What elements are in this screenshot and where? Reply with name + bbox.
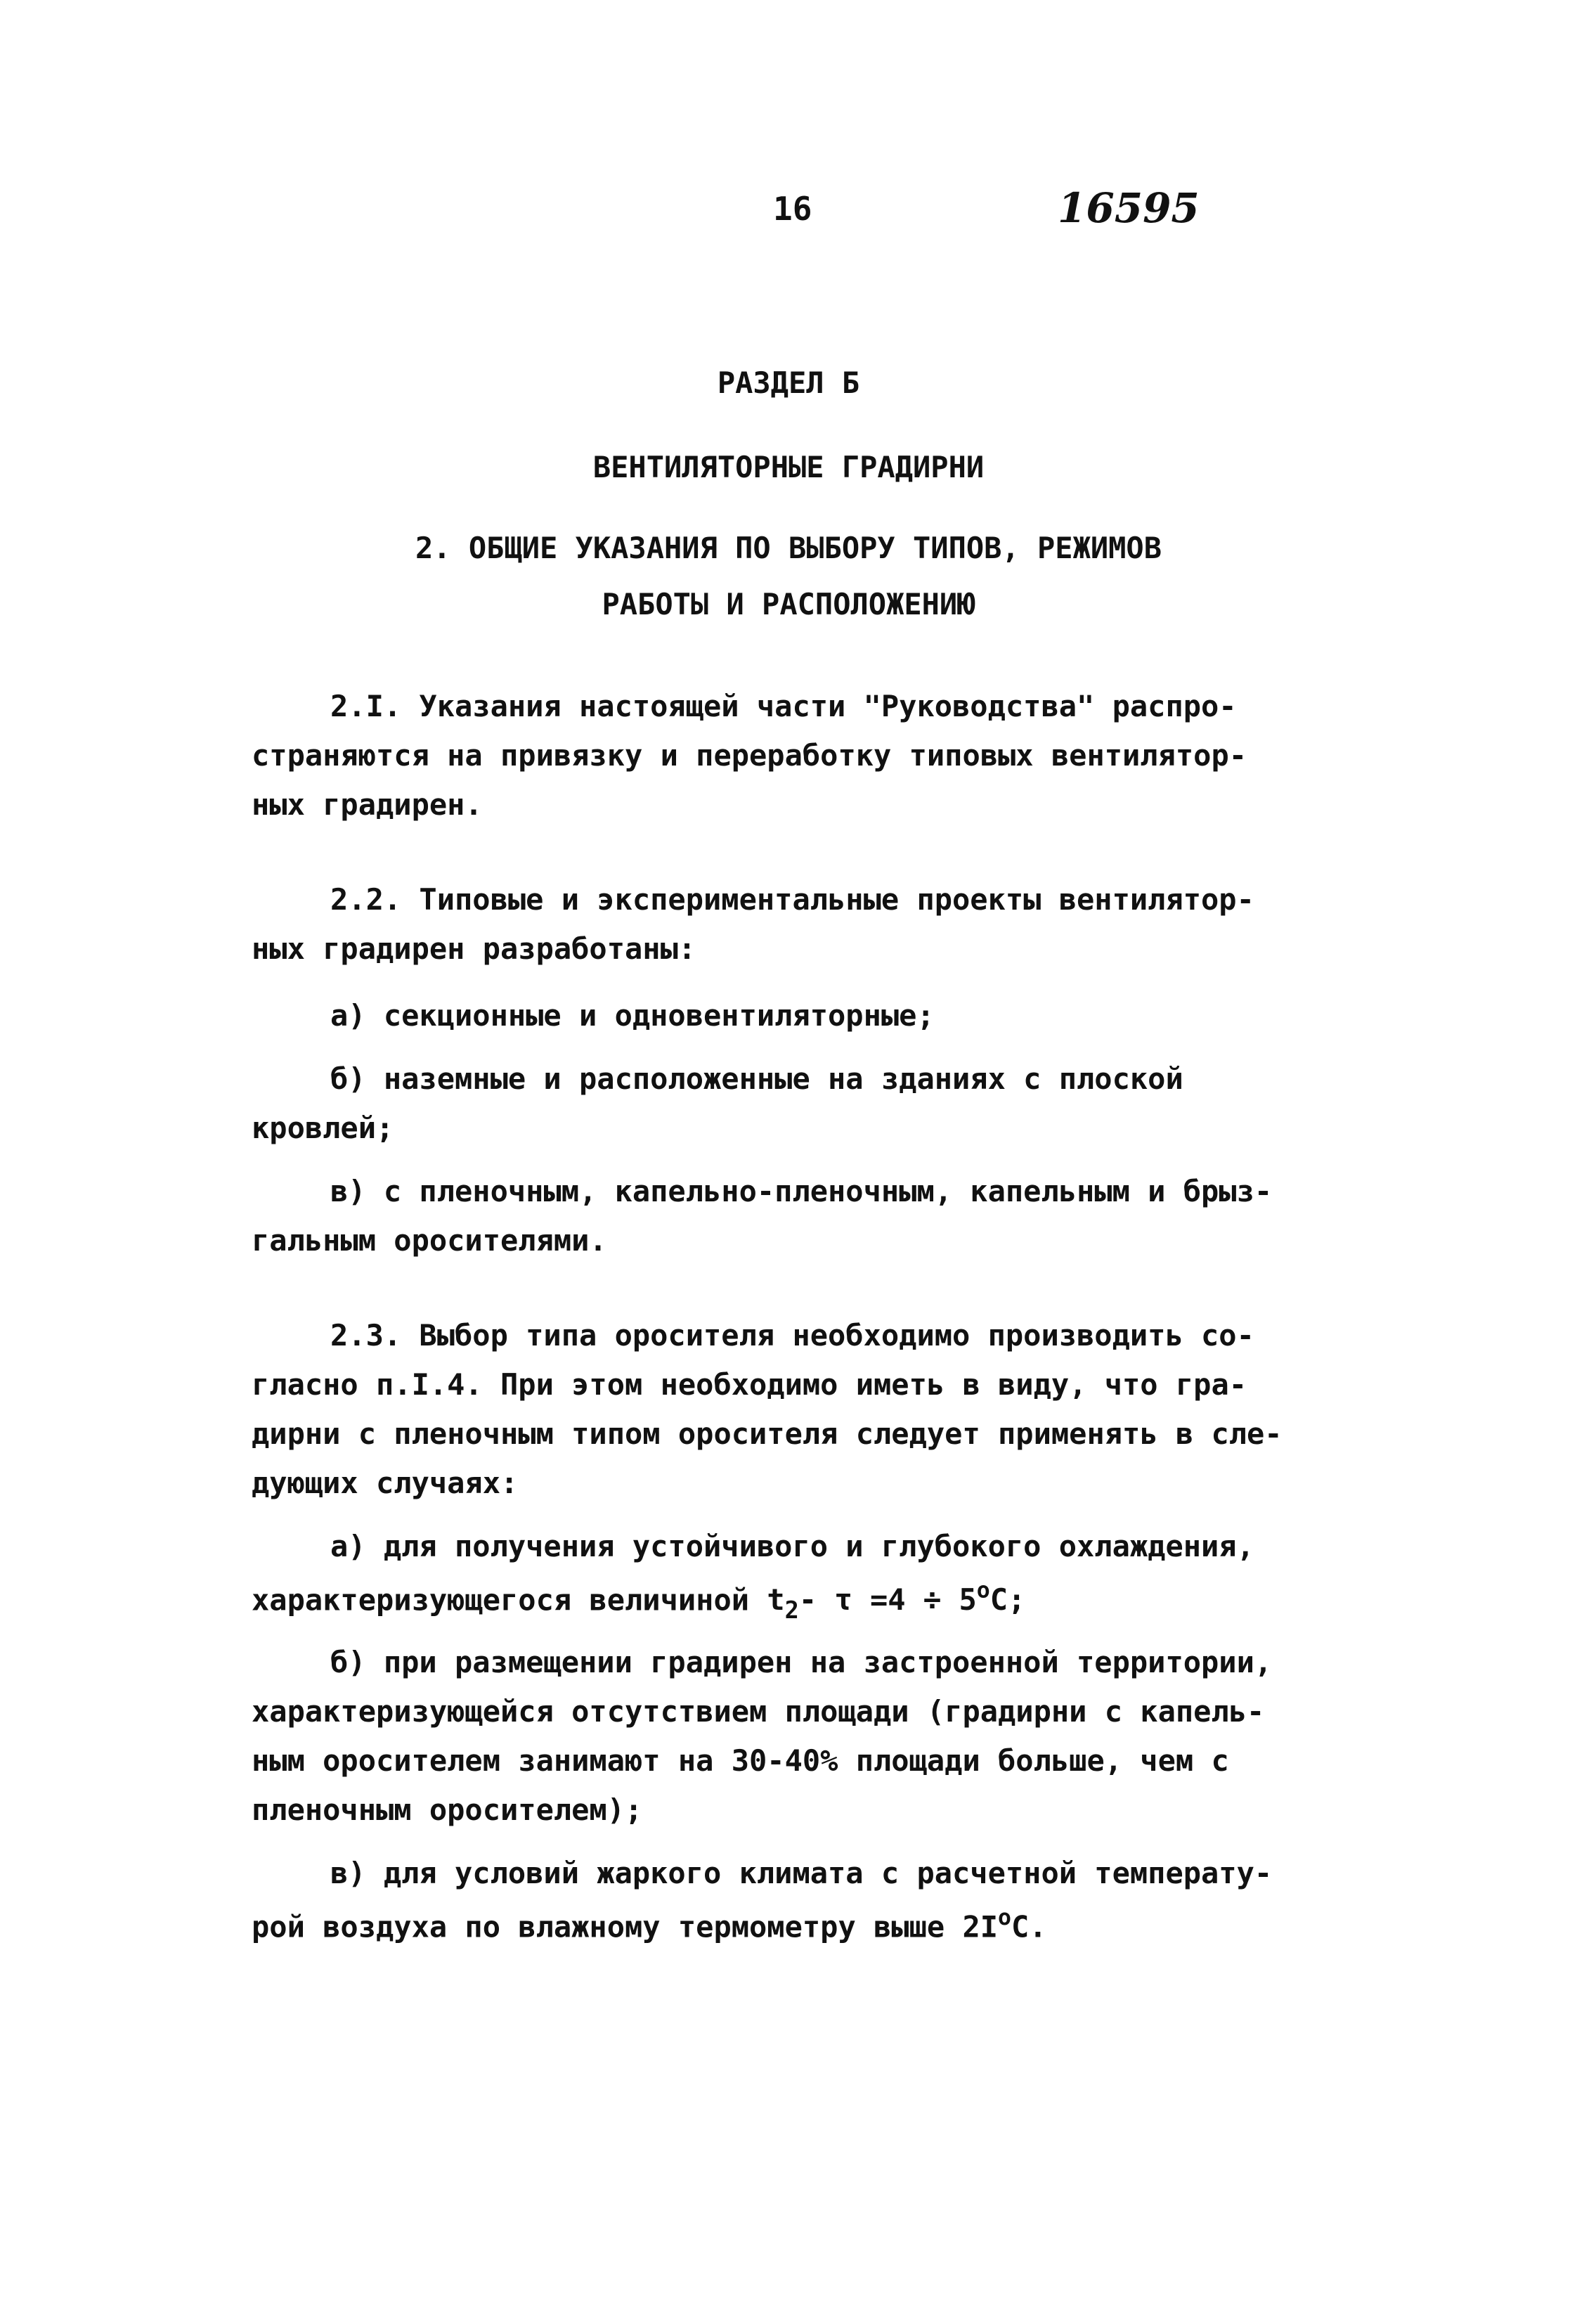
case-b-line-3: ным оросителем занимают на 30-40% площади больше, чем с: [252, 1743, 1229, 1778]
list-item-a: а) секционные и одновентиляторные;: [330, 998, 935, 1033]
paragraph-2-1-line-1: 2.I. Указания настоящей части "Руководства" распро-: [330, 689, 1237, 723]
case-a-line-2: [252, 1578, 1025, 1624]
paragraph-2-3-line-1: 2.3. Выбор типа оросителя необходимо производить со-: [330, 1318, 1254, 1353]
paragraph-2-1-line-3: ных градирен.: [252, 787, 483, 822]
formula: [767, 1578, 1026, 1625]
unit-celsius: C.: [1011, 1909, 1047, 1944]
handwritten-doc-code: 16595: [1058, 184, 1200, 232]
case-a-text: характеризующегося величиной: [252, 1582, 750, 1618]
section-heading: РАЗДЕЛ Б: [717, 366, 860, 400]
formula-minus: -: [798, 1582, 817, 1618]
list-item-b-line-1: б) наземные и расположенные на зданиях с плоской: [330, 1061, 1183, 1096]
paragraph-2-3-line-3: дирни с пленочным типом оросителя следует применять в сле-: [252, 1416, 1283, 1451]
paragraph-2-1-line-2: страняются на привязку и переработку типовых вентилятор-: [252, 738, 1247, 773]
case-c-line-1: в) для условий жаркого климата с расчетной температу-: [330, 1856, 1273, 1890]
page-number: 16: [773, 190, 812, 228]
case-b-line-2: характеризующейся отсутствием площади (градирни с капель-: [252, 1694, 1265, 1729]
case-c-text: рой воздуха по влажному термометру выше 2I: [252, 1909, 999, 1944]
paragraph-2-3-line-4: дующих случаях:: [252, 1466, 519, 1500]
degree-sign: o: [976, 1578, 990, 1603]
case-b-line-4: пленочным оросителем);: [252, 1793, 643, 1827]
case-c-line-2: [252, 1905, 1047, 1944]
list-item-c-line-1: в) с пленочным, капельно-пленочным, капельным и брыз-: [330, 1174, 1273, 1208]
case-b-line-1: б) при размещении градирен на застроенной территории,: [330, 1645, 1273, 1679]
subsection-heading: ВЕНТИЛЯТОРНЫЕ ГРАДИРНИ: [592, 450, 985, 484]
list-item-c-line-2: гальным оросителями.: [252, 1223, 607, 1258]
formula-range: =4 ÷ 5: [870, 1582, 977, 1618]
chapter-heading-line-1: 2. ОБЩИЕ УКАЗАНИЯ ПО ВЫБОРУ ТИПОВ, РЕЖИМОВ: [415, 531, 1162, 565]
paragraph-2-2-line-1: 2.2. Типовые и экспериментальные проекты вентилятор-: [330, 882, 1254, 917]
paragraph-2-3-line-2: гласно п.I.4. При этом необходимо иметь в виду, что гра-: [252, 1367, 1247, 1402]
list-item-b-line-2: кровлей;: [252, 1111, 394, 1145]
formula-tau: τ: [834, 1582, 852, 1618]
chapter-heading-line-2: РАБОТЫ И РАСПОЛОЖЕНИЮ: [602, 587, 975, 621]
degree-sign: o: [998, 1905, 1011, 1930]
case-a-line-1: а) для получения устойчивого и глубокого охлаждения,: [330, 1529, 1254, 1563]
formula-t: t: [767, 1582, 785, 1618]
paragraph-2-2-line-2: ных градирен разработаны:: [252, 931, 696, 966]
formula-subscript: 2: [784, 1596, 799, 1625]
formula-unit: C;: [989, 1582, 1026, 1618]
